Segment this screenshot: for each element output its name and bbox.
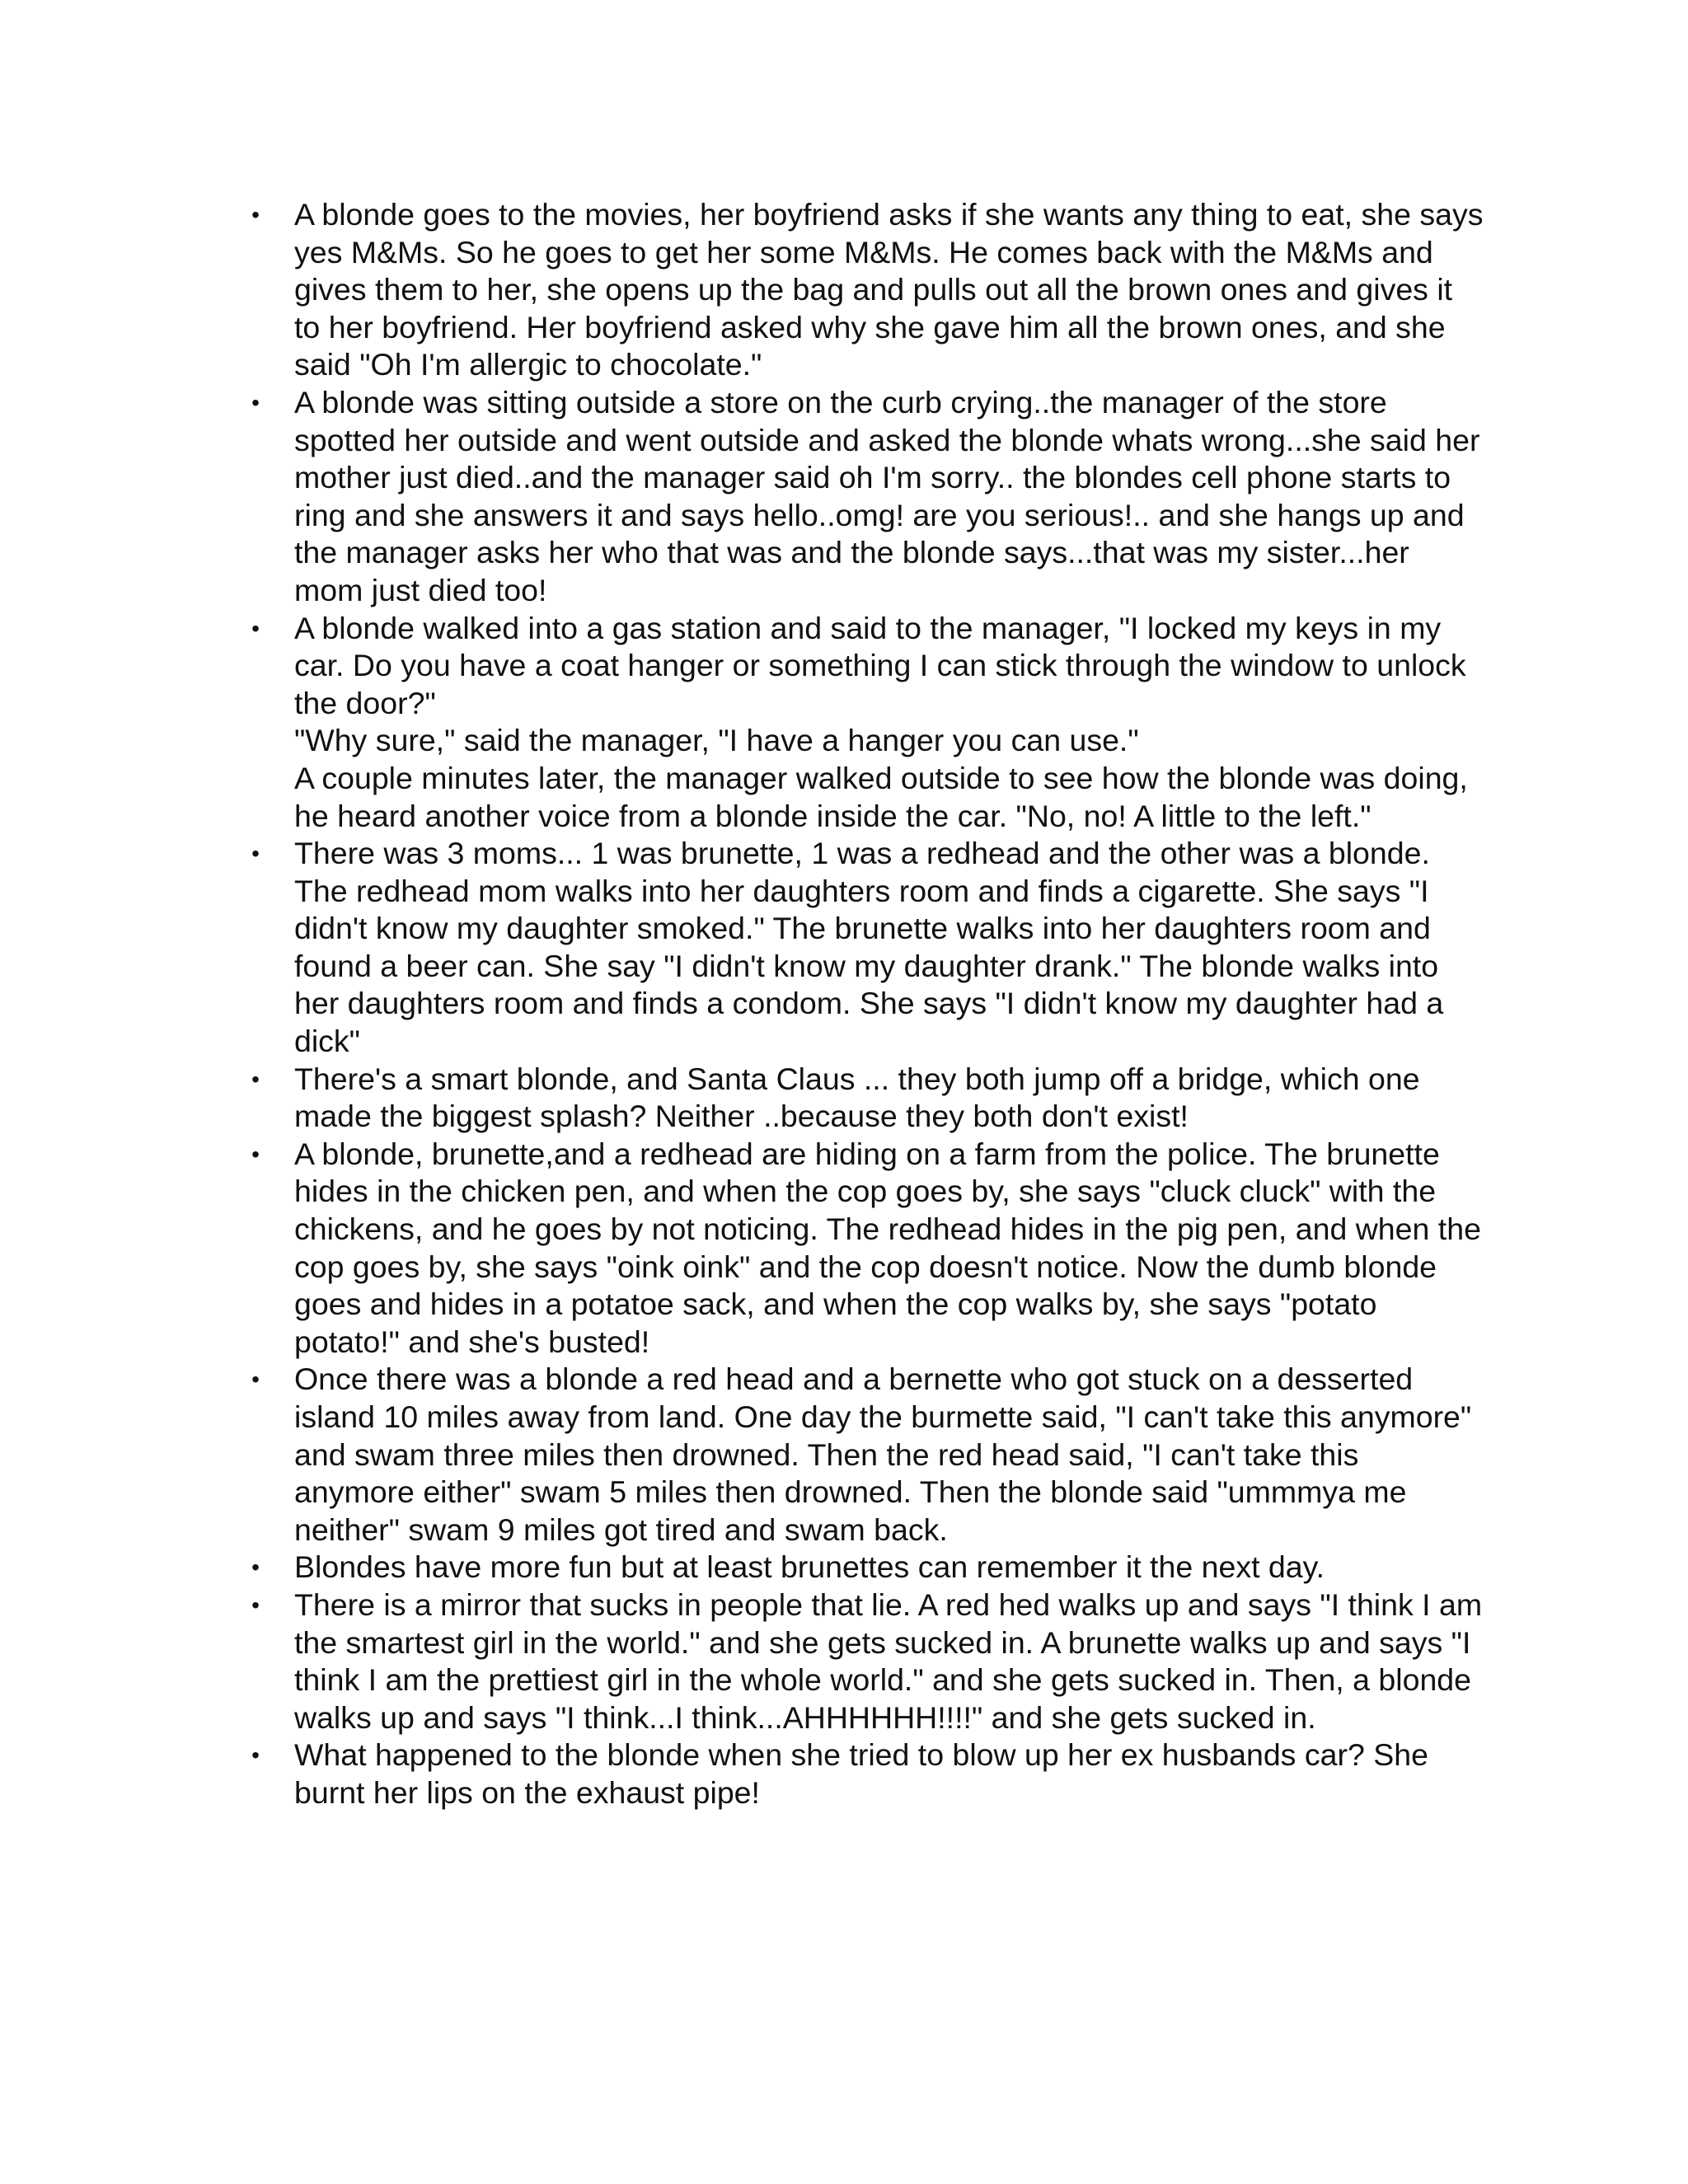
- joke-text: There was 3 moms... 1 was brunette, 1 was a redhead and the other was a blonde. The redhead mom walks into her daughters room and finds a cigarette. She says "I didn't know my daughter smoked." The brunette walks into her daughters room and found a beer can. She say "I didn't know my daughter drank." The blonde walks into her daughters room and finds a condom. She says "I didn't know my daughter had a dick": [294, 836, 1444, 1059]
- list-item: [243, 1549, 1484, 1586]
- list-item: [243, 1136, 1484, 1361]
- list-item: [243, 1061, 1484, 1136]
- bullet-icon: •: [251, 1141, 260, 1167]
- list-item: [243, 384, 1484, 610]
- list-item: [243, 1586, 1484, 1736]
- joke-text: Once there was a blonde a red head and a bernette who got stuck on a desserted island 10 miles away from land. One day the burmette said, "I can't take this anymore" and swam three miles then drowned. Then the red head said, "I can't take this anymore either" swam 5 miles then drowned. Then the blonde said "ummmya me neither" swam 9 miles got tired and swam back.: [294, 1361, 1472, 1547]
- bullet-icon: •: [251, 1554, 260, 1581]
- bullet-icon: •: [251, 202, 260, 227]
- joke-text: A blonde goes to the movies, her boyfriend asks if she wants any thing to eat, she says yes M&Ms. So he goes to get her some M&Ms. He comes back with the M&Ms and gives them to her, she opens up the bag and pulls out all the brown ones and gives it to her boyfriend. Her boyfriend asked why she gave him all the brown ones, and she said "Oh I'm allergic to chocolate.": [294, 197, 1484, 382]
- joke-text: Blondes have more fun but at least brunettes can remember it the next day.: [294, 1549, 1325, 1585]
- bullet-icon: •: [251, 389, 260, 415]
- joke-text: A blonde was sitting outside a store on the curb crying..the manager of the store spotted her outside and went outside and asked the blonde whats wrong...she said her mother just died..and the manager said oh I'm sorry.. the blondes cell phone starts to ring and she answers it and says hello..omg! are you serious!.. and she hangs up and the manager asks her who that was and the blonde says...that was my sister...her mom just died too!: [294, 384, 1480, 607]
- bullet-icon: •: [251, 841, 260, 867]
- list-item: [243, 1361, 1484, 1549]
- joke-list: [243, 196, 1484, 1812]
- joke-text: There's a smart blonde, and Santa Claus ... they both jump off a bridge, which one made the biggest splash? Neither ..because they both don't exist!: [294, 1061, 1420, 1134]
- bullet-icon: •: [251, 615, 260, 641]
- joke-text: A blonde, brunette,and a redhead are hiding on a farm from the police. The brunette hides in the chicken pen, and when the cop goes by, she says "cluck cluck" with the chickens, and he goes by not noticing. The redhead hides in the pig pen, and when the cop goes by, she says "oink oink" and the cop doesn't notice. Now the dumb blonde goes and hides in a potatoe sack, and when the cop walks by, she says "potato potato!" and she's busted!: [294, 1136, 1481, 1359]
- joke-text: There is a mirror that sucks in people that lie. A red hed walks up and says "I think I am the smartest girl in the world." and she gets sucked in. A brunette walks up and says "I think I am the prettiest girl in the whole world." and she gets sucked in. Then, a blonde walks up and says "I think...I think...AHHHHHH!!!!" and she gets sucked in.: [294, 1586, 1483, 1735]
- joke-text: A blonde walked into a gas station and said to the manager, "I locked my keys in my car. Do you have a coat hanger or something I can stick through the window to unlock the door?" "Why sure," said the manager, "I have a hanger you can use." A couple minutes later, the manager walked outside to see how the blonde was doing, he heard another voice from a blonde inside the car. "No, no! A little to the left.": [294, 610, 1468, 833]
- joke-text: What happened to the blonde when she tried to blow up her ex husbands car? She burnt her lips on the exhaust pipe!: [294, 1737, 1428, 1810]
- list-item: [243, 610, 1484, 836]
- list-item: [243, 196, 1484, 384]
- list-item: [243, 835, 1484, 1061]
- bullet-icon: •: [251, 1066, 260, 1092]
- list-item: [243, 1736, 1484, 1811]
- bullet-icon: •: [251, 1742, 260, 1769]
- bullet-icon: •: [251, 1591, 260, 1618]
- bullet-icon: •: [251, 1366, 260, 1393]
